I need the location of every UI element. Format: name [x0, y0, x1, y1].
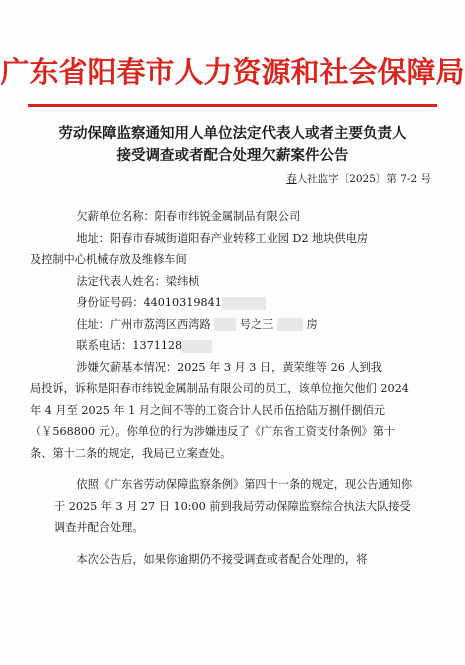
case-summary-line-1: 涉嫌欠薪基本情况：2025 年 3 月 3 日，黄荣维等 26 人到我 [76, 360, 382, 374]
redaction-block [182, 340, 212, 353]
case-summary-rest: 局投诉，诉称是阳春市纬锐金属制品有限公司的员工，该单位拖欠他们 2024 年 4 月至 2025 年 1 月之间不等的工资合计人民币伍拾陆万捌仟捌佰元（￥568800 元）。你单位的行为涉嫌违反了《广东省工资支付条例》第十条、第十二条的规定，我局已立案查处。 [30, 382, 409, 460]
red-divider-line [28, 104, 437, 107]
employer-value: 阳春市纬锐金属制品有限公司 [154, 210, 301, 223]
redaction-block [222, 297, 266, 310]
residence-field [54, 314, 415, 336]
address-value: 阳春市春城街道阳春产业转移工业园 D2 地块供电房 [109, 231, 369, 245]
employer-field [54, 206, 415, 228]
phone-field [54, 335, 415, 357]
id-number-label: 身份证号码： [76, 296, 144, 309]
phone-value: 1371128 [132, 339, 183, 352]
address-line-2: 及控制中心机械存放及维修车间 [30, 253, 187, 266]
notice-body [30, 206, 415, 570]
address-field [54, 228, 415, 250]
document-number-prefix: 春 [286, 173, 297, 185]
id-number-value: 44010319841 [143, 296, 222, 309]
notice-title [30, 123, 435, 167]
legal-rep-label: 法定代表人姓名： [76, 274, 166, 288]
address-label: 地址： [76, 231, 110, 245]
notice-title-line-1: 劳动保障监察通知用人单位法定代表人或者主要负责人 [58, 125, 407, 142]
employer-label: 欠薪单位名称： [76, 210, 155, 223]
residence-value-b: 号之三 [239, 317, 274, 331]
final-paragraph: 本次公告后，如果你逾期仍不接受调查或者配合处理的，将 [76, 552, 368, 566]
phone-label: 联系电话： [76, 339, 133, 352]
legal-rep-value: 梁纬桢 [165, 274, 200, 288]
legal-rep-field [54, 271, 415, 293]
notice-paragraph: 依照《广东省劳动保障监察条例》第四十一条的规定，现公告通知你于 2025 年 3 月 27 日 10:00 前到我局劳动保障监察综合执法大队接受调查并配合处理。 [54, 478, 413, 534]
document-number [286, 171, 431, 186]
residence-value-c: 房 [306, 317, 318, 331]
notice-title-line-2: 接受调查或者配合处理欠薪案件公告 [116, 147, 349, 164]
document-number-rest: 人社监字〔2025〕第 7-2 号 [296, 173, 431, 185]
issuing-authority-header: 广东省阳春市人力资源和社会保障局 [0, 55, 465, 89]
id-number-field [54, 292, 415, 314]
residence-value-a: 广州市荔湾区西湾路 [109, 317, 211, 331]
residence-label: 住址： [76, 317, 110, 331]
redaction-block [277, 318, 303, 331]
redaction-block [214, 318, 236, 331]
